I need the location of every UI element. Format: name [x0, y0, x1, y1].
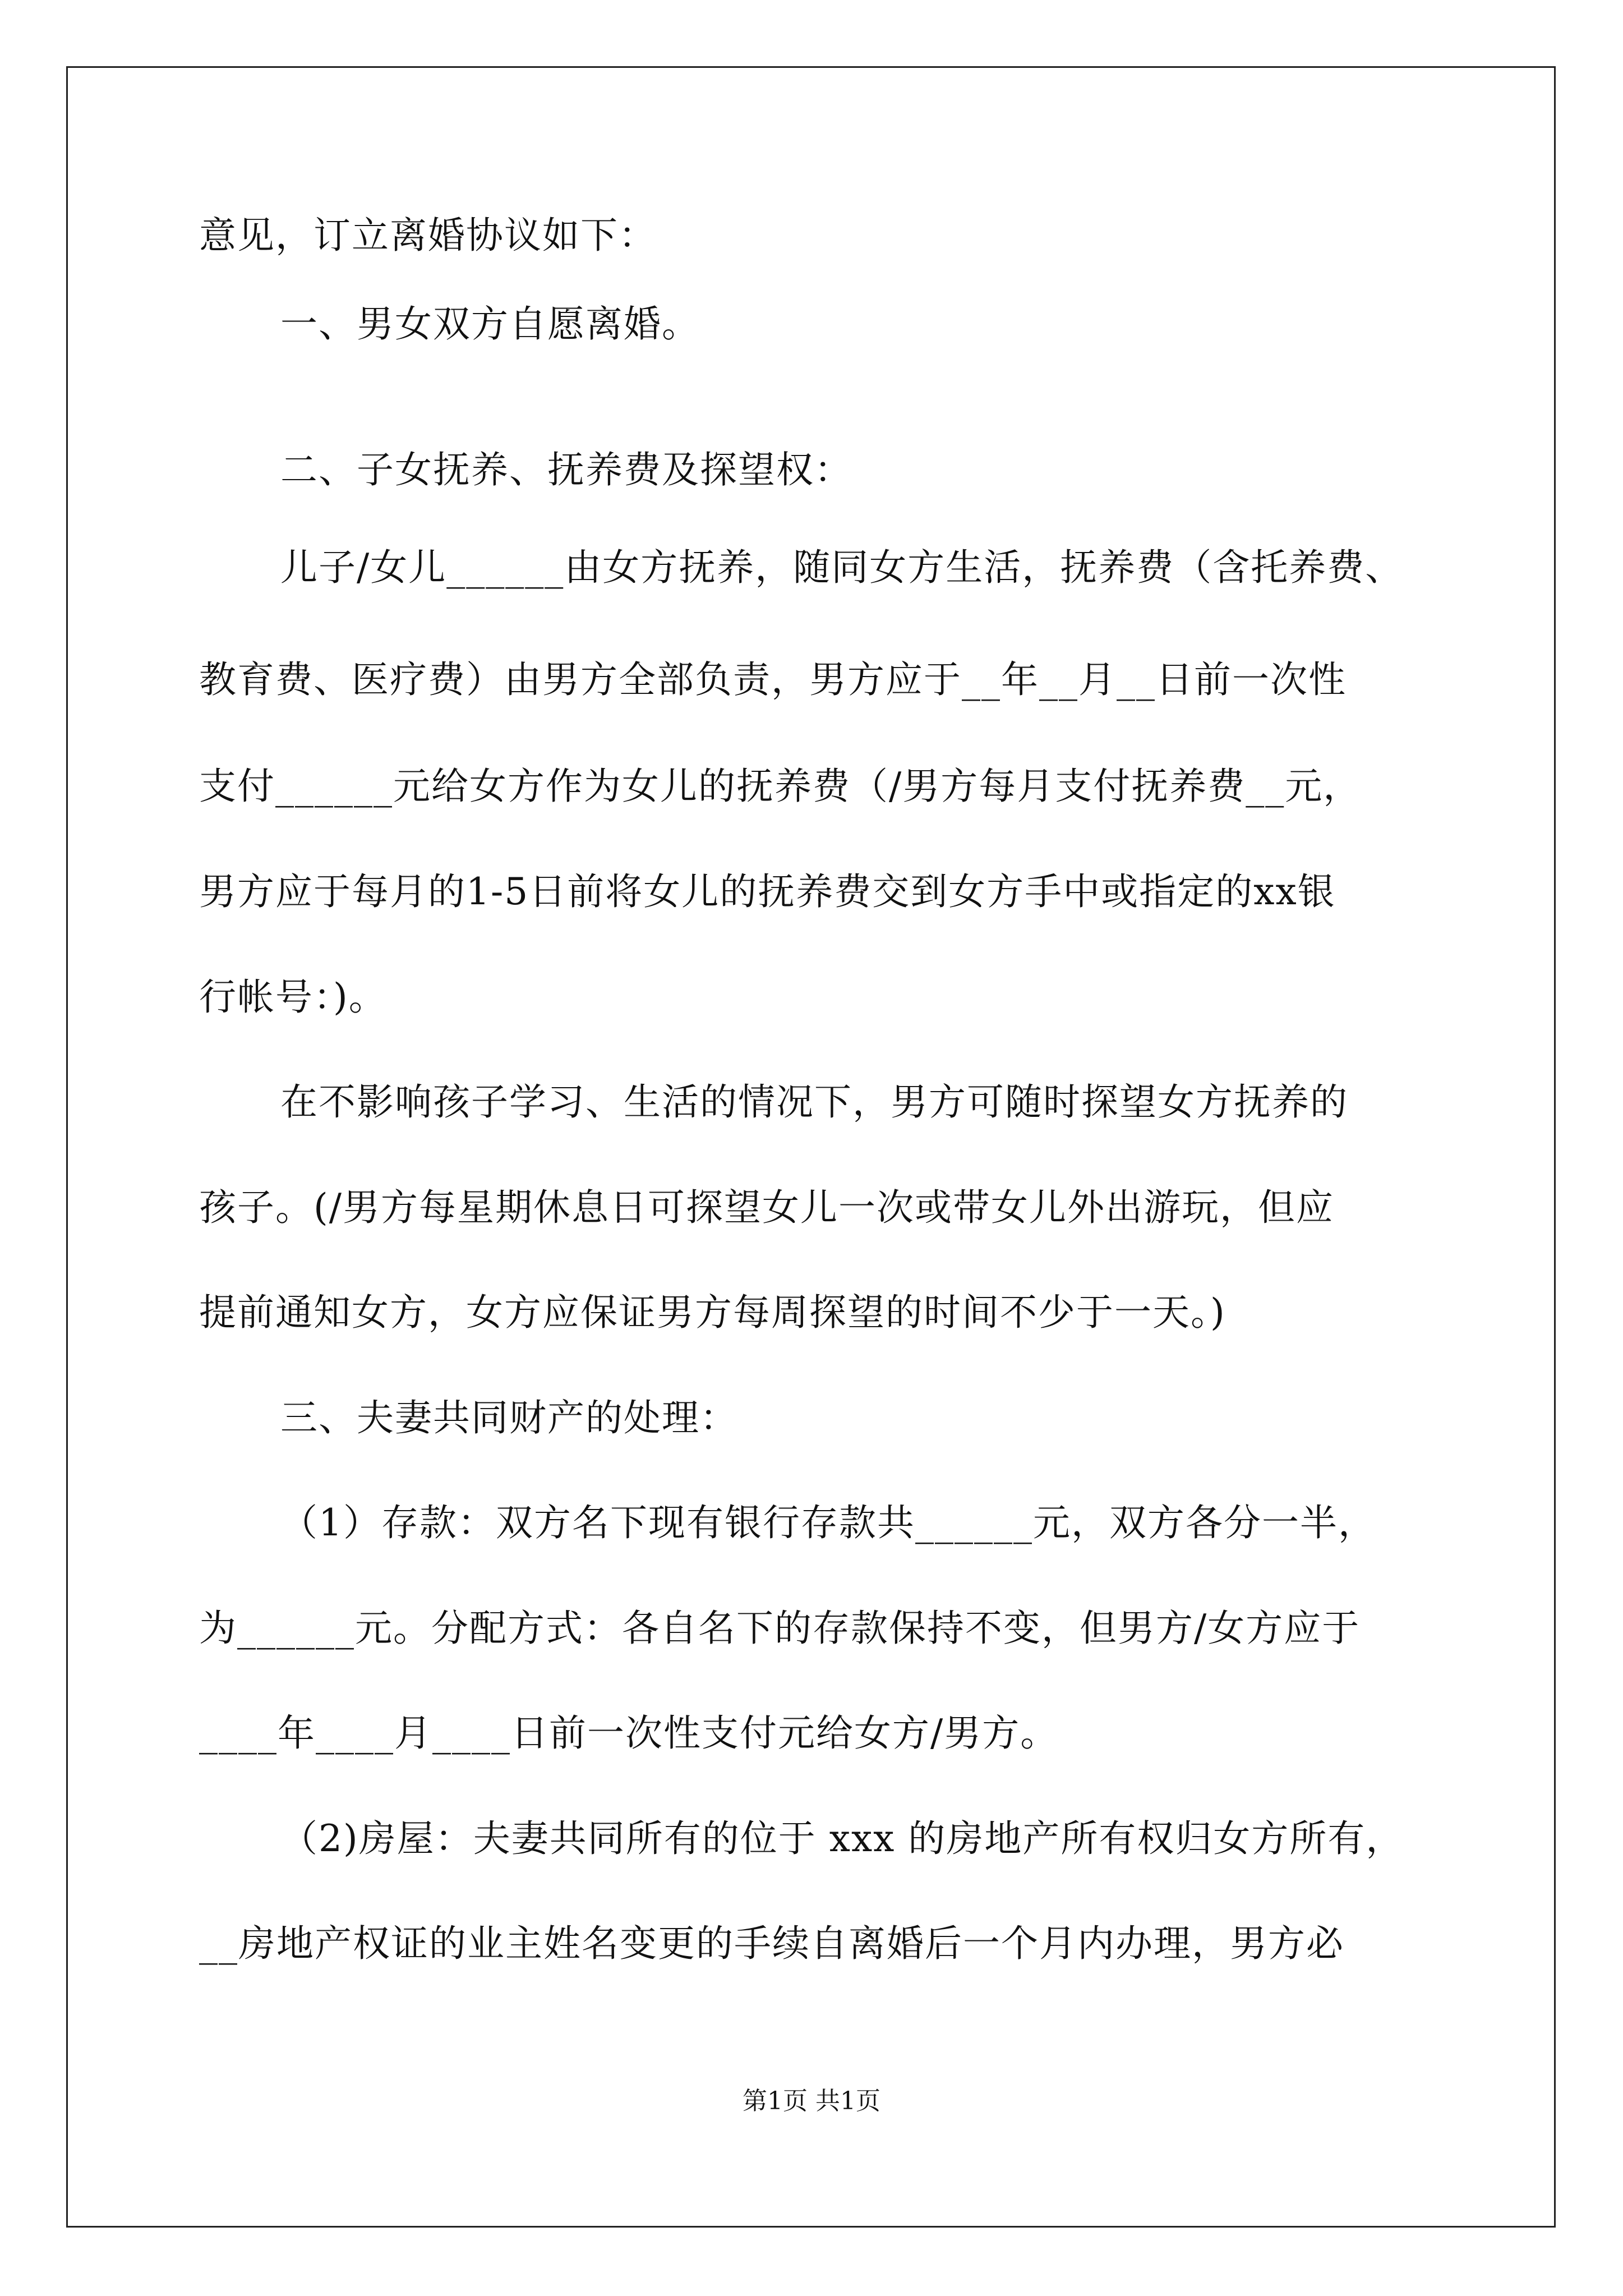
text-line-1: 意见，订立离婚协议如下： — [199, 214, 657, 257]
text-line-11: 提前通知女方，女方应保证男方每周探望的时间不少于一天。) — [199, 1291, 1226, 1334]
text-line-8: 行帐号：)。 — [199, 976, 387, 1019]
text-line-3: 二、子女抚养、抚养费及探望权： — [280, 448, 852, 491]
text-line-5: 教育费、医疗费）由男方全部负责，男方应于__年__月__日前一次性 — [199, 658, 1347, 701]
text-line-12: 三、夫妻共同财产的处理： — [280, 1396, 738, 1439]
text-line-4: 儿子/女儿______由女方抚养，随同女方生活，抚养费（含托养费、 — [280, 546, 1404, 589]
text-line-7: 男方应于每月的1-5日前将女儿的抚养费交到女方手中或指定的xx银 — [199, 870, 1336, 913]
page-border — [66, 66, 1556, 2228]
text-line-9: 在不影响孩子学习、生活的情况下，男方可随时探望女方抚养的 — [280, 1080, 1348, 1124]
text-line-17: __房地产权证的业主姓名变更的手续自离婚后一个月内办理，男方必 — [199, 1922, 1344, 1965]
text-line-2: 一、男女双方自愿离婚。 — [280, 302, 700, 346]
text-line-14: 为______元。分配方式：各自名下的存款保持不变，但男方/女方应于 — [199, 1607, 1361, 1650]
text-line-10: 孩子。(/男方每星期休息日可探望女儿一次或带女儿外出游玩，但应 — [199, 1186, 1334, 1229]
text-line-13: （1）存款：双方名下现有银行存款共______元，双方各分一半， — [280, 1501, 1376, 1544]
page-number-footer: 第1页 共1页 — [743, 2087, 880, 2115]
text-line-15: ____年____月____日前一次性支付元给女方/男方。 — [199, 1711, 1059, 1755]
text-line-6: 支付______元给女方作为女儿的抚养费（/男方每月支付抚养费__元， — [199, 765, 1362, 808]
text-line-16: （2)房屋：夫妻共同所有的位于 xxx 的房地产所有权归女方所有， — [280, 1817, 1404, 1860]
